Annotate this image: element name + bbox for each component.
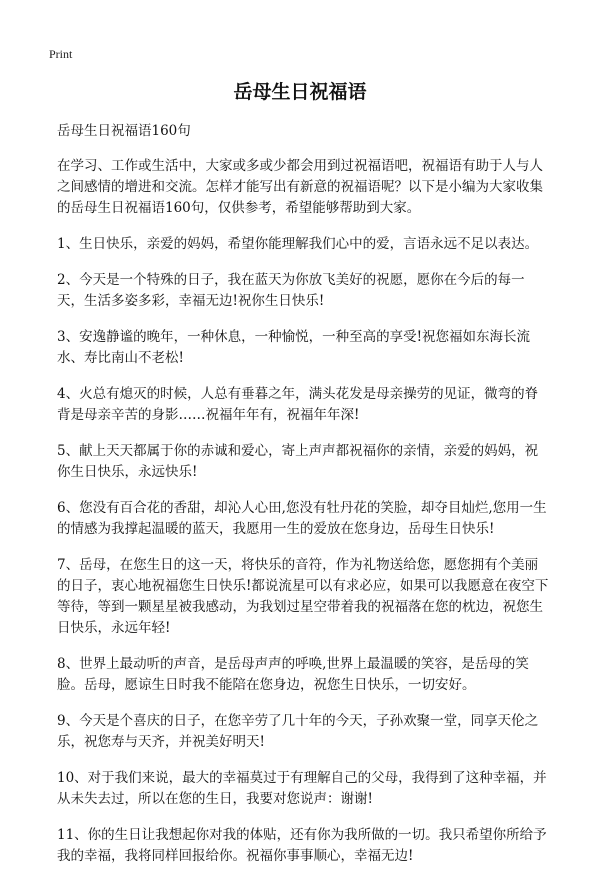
blessing-item-8: 8、世界上最动听的声音，是岳母声声的呼唤,世界上最温暖的笑容，是岳母的笑脸。岳母，愿谅生日时我不能陪在您身边，祝您生日快乐，一切安好。	[57, 656, 529, 693]
print-link[interactable]: Print	[49, 47, 73, 61]
blessing-item-9: 9、今天是个喜庆的日子，在您辛劳了几十年的今天，子孙欢聚一堂，同享天伦之乐，祝您寿与天齐，并祝美好明天!	[57, 713, 539, 750]
blessing-item-5: 5、献上天天都属于你的赤诚和爱心，寄上声声都祝福你的亲情，亲爱的妈妈，祝你生日快乐，永远快乐!	[57, 443, 539, 480]
blessing-item-1: 1、生日快乐，亲爱的妈妈，希望你能理解我们心中的爱，言语永远不足以表达。	[57, 236, 539, 252]
blessing-item-6: 6、您没有百合花的香甜，却沁人心田,您没有牡丹花的笑脸，却夺目灿烂,您用一生的情感为我撑起温暖的蓝天，我愿用一生的爱放在您身边，岳母生日快乐!	[57, 500, 547, 537]
blessing-item-10: 10、对于我们来说，最大的幸福莫过于有理解自己的父母，我得到了这种幸福，并从未失去过，所以在您的生日，我要对您说声：谢谢!	[57, 770, 547, 807]
article-body	[57, 121, 549, 882]
blessing-item-2: 2、今天是一个特殊的日子，我在蓝天为你放飞美好的祝愿，愿你在今后的每一天，生活多姿多彩，幸福无边!祝你生日快乐!	[57, 272, 525, 309]
blessing-item-3: 3、安逸静谧的晚年，一种休息，一种愉悦，一种至高的享受!祝您福如东海长流水、寿比南山不老松!	[57, 329, 531, 366]
intro-paragraph: 在学习、工作或生活中，大家或多或少都会用到过祝福语吧，祝福语有助于人与人之间感情的增进和交流。怎样才能写出有新意的祝福语呢？以下是小编为大家收集的岳母生日祝福语160句，仅供参考，希望能够帮助到大家。	[57, 158, 543, 216]
article-subtitle: 岳母生日祝福语160句	[57, 123, 191, 139]
blessing-item-4: 4、火总有熄灭的时候，人总有垂暮之年，满头花发是母亲操劳的见证，微弯的脊背是母亲辛苦的身影……祝福年年有，祝福年年深!	[57, 386, 539, 423]
blessing-item-7: 7、岳母，在您生日的这一天，将快乐的音符，作为礼物送给您，愿您拥有个美丽的日子，衷心地祝福您生日快乐!都说流星可以有求必应，如果可以我愿意在夜空下等待，等到一颗星星被我感动，为我划过星空带着我的祝福落在您的枕边，祝您生日快乐，永远年轻!	[57, 557, 549, 636]
blessing-item-11: 11、你的生日让我想起你对我的体贴，还有你为我所做的一切。我只希望你所给予我的幸福，我将同样回报给你。祝福你事事顺心，幸福无边!	[57, 827, 547, 864]
page-title: 岳母生日祝福语	[233, 81, 367, 103]
